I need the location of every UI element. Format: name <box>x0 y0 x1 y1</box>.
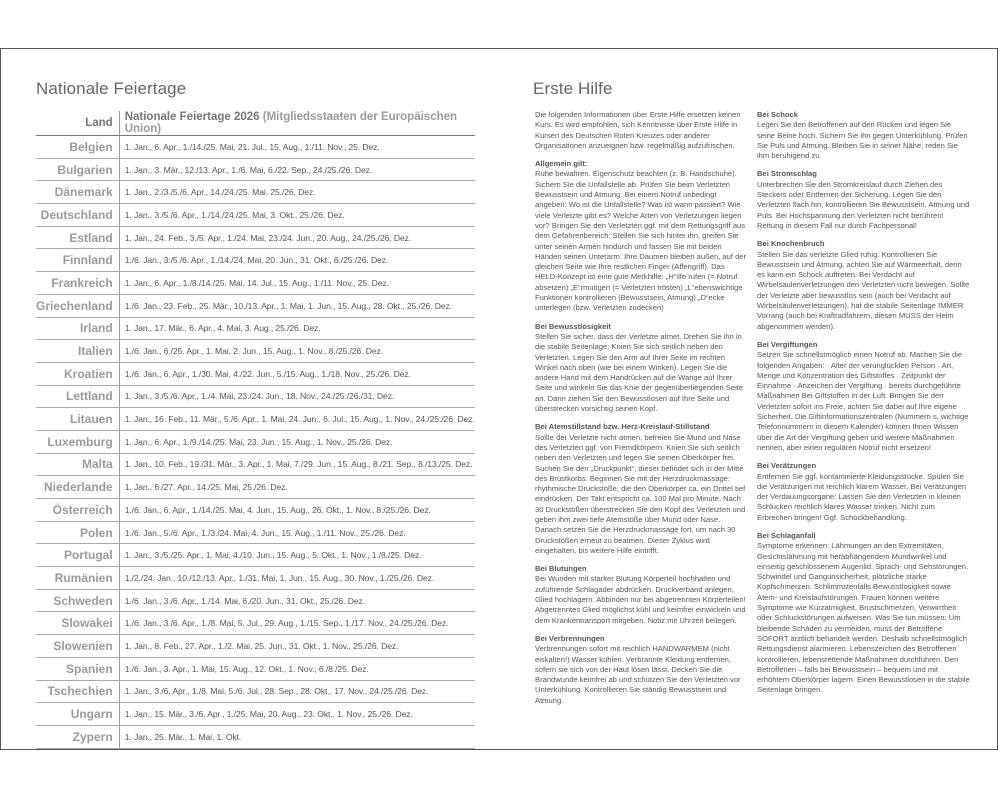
table-row <box>36 680 475 703</box>
country-cell: Slowakei <box>36 612 119 635</box>
section-title: Bei Schock <box>757 110 798 119</box>
section-text: Verbrennungen sofort mit reichlich HANDWARMEM (nicht eiskalten!) Wasser kühlen. Verbrannte Kleidung entfernen, sofern sie sich von der Haut lösen lässt. Decken Sie die Brandwunde keimfrei ab und schützen Sie den Verletzten vor Unterkühlung. Kontrollieren Sie ständig Bewusstsein und Atmung. <box>535 644 741 705</box>
section-title: Bei Verbrennungen <box>535 633 605 643</box>
section-text: Unterbrechen Sie den Stromkreislauf durch Ziehen des Steckers oder Entfernen der Sicherung. Legen Sie den Verletzten flach hin, kontrollieren Sie Bewusstsein, Atmung und Puls. Bei Hochspannung den Verletzten nicht berühren! Rettung in diesem Fall nur durch Fachpersonal! <box>757 179 970 230</box>
first-aid-section <box>757 169 970 231</box>
holiday-dates-cell: 1. Jan., 3. Mär., 12./13. Apr., 1./6. Mai, 6./22. Sep., 24./25./26. Dez. <box>119 158 475 181</box>
country-cell: Malta <box>36 453 119 476</box>
country-cell: Belgien <box>36 136 119 159</box>
first-aid-section <box>757 340 970 453</box>
first-aid-section <box>757 239 970 332</box>
country-cell: Griechenland <box>36 294 119 317</box>
holiday-dates-cell: 1./6. Jan., 5./6. Apr., 1./3./24. Mai, 4. Jun., 15. Aug., 1./11. Nov., 25./26. Dez. <box>119 521 475 544</box>
table-row <box>36 158 475 181</box>
country-cell: Tschechien <box>36 680 119 703</box>
header-title-main: Nationale Feiertage 2026 <box>124 111 260 123</box>
holiday-dates-cell: 1./6. Jan., 6. Apr., 1./30. Mai, 4./22. Jun., 5./15. Aug., 1./18. Nov., 25./26. Dez. <box>119 362 475 385</box>
section-text: Symptome erkennen: Lähmungen an den Extremitäten, Gesichtslähmung mit herabhängendem Mundwinkel und einseitig geschlossenem Augenlid, Sprach- und Sehstörungen, Schwindel und Gangunsicherheit, plötzliche starke Kopfschmerzen. Schlimmstenfalls Bewusstlosigkeit sowie Atem- und Kreislaufstörungen. Frauen können weitere Symptome wie Kurzatmigkeit, Brustschmerzen, Verwirrtheit oder Schluckstörungen aufweisen. Was Sie tun müssen: Um bleibende Schäden zu vermeiden, muss der Betroffene SOFORT ärztlich behandelt werden. Deshalb schnellstmöglich Rettungsdienst alarmieren. Lebenszeichen des Betroffenen kontrollieren, lebensrettende Maßnahmen durchführen. Den Betroffenen – falls bei Bewusstsein – bequem und mit erhöhtem Oberkörper lagern. Einen Bewusstlosen in die stabile Seitenlage bringen. <box>757 541 970 695</box>
holiday-dates-cell: 1./6. Jan., 3./6. Apr., 1./14. Mai, 6./20. Jun., 31. Okt., 25./26. Dez. <box>119 589 475 612</box>
header-title-sub: (Mitgliedsstaaten der Europäischen Union) <box>124 111 458 135</box>
table-row <box>36 657 475 680</box>
table-row <box>36 385 475 408</box>
table-row <box>36 521 475 544</box>
holiday-dates-cell: 1. Jan., 6. Apr., 1./9./14./25. Mai, 23. Jun., 15. Aug., 1. Nov., 25./26. Dez. <box>119 430 475 453</box>
holiday-dates-cell: 1. Jan., 10. Feb., 19./31. Mär., 3. Apr., 1. Mai, 7./29. Jun., 15. Aug., 8./21. Sep., 8./13./25. Dez. <box>119 453 475 476</box>
holiday-dates-cell: 1./6. Jan., 23. Feb., 25. Mär., 10./13. Apr., 1. Mai, 1. Jun., 15. Aug., 28. Okt., 25./26. Dez. <box>119 294 475 317</box>
holiday-dates-cell: 1. Jan., 16. Feb., 11. Mär., 5./6. Apr., 1. Mai, 24. Jun., 6. Jul., 15. Aug., 1. Nov., 24./25./26. Dez. <box>119 408 475 431</box>
country-cell: Deutschland <box>36 204 119 227</box>
table-row <box>36 499 475 522</box>
holiday-dates-cell: 1. Jan., 8. Feb., 27. Apr., 1./2. Mai, 25. Jun., 31. Okt., 1. Nov., 25./26. Dez. <box>119 635 475 658</box>
holiday-dates-cell: 1./6. Jan., 6./25. Apr., 1. Mai, 2. Jun., 15. Aug., 1. Nov., 8./25./26. Dez. <box>119 340 475 363</box>
section-text: Entfernen Sie ggf. kontaminierte Kleidungsstücke. Spülen Sie die Verätzungen mit reichlich klarem Wasser. Bei Verätzungen der Verdauungsorgane: Lassen Sie den Verletzten in kleinen Schlucken reichlich klares Wasser trinken. Nicht zum Erbrechen bringen! Ggf. Schockbehandlung. <box>757 471 967 522</box>
holiday-dates-cell: 1./6. Jan., 3./5./6. Apr., 1./14./24. Mai, 20. Jun., 31. Okt., 6./25./26. Dez. <box>119 249 475 272</box>
first-aid-section <box>535 110 748 151</box>
holiday-dates-cell: 1./6. Jan., 3. Apr., 1. Mai, 15. Aug., 12. Okt., 1. Nov., 6./8./25. Dez. <box>119 657 475 680</box>
country-cell: Österreich <box>36 499 119 522</box>
first-aid-section <box>535 422 748 556</box>
section-text: Bei Wunden mit starker Blutung Körperteil hochhalten und zuführende Schlagader abdrücken. Druckverband anlegen, Glied hochlagern. Abbinden nur bei abgetrennten Körperteilen! Abgetrenntes Glied möglichst kühl und keimfrei einwickeln und dem Krankentransport mitgeben. Notiz mit Uhrzeit beilegen. <box>535 574 746 625</box>
holiday-dates-cell: 1. Jan., 15. Mär., 3./6. Apr., 1./25. Mai, 20. Aug., 23. Okt., 1. Nov., 25./26. Dez. <box>119 703 475 726</box>
holiday-dates-cell: 1. Jan., 17. Mär., 6. Apr., 4. Mai, 3. Aug., 25./26. Dez. <box>119 317 475 340</box>
holidays-title: Nationale Feiertage <box>36 79 187 98</box>
section-text: Setzen Sie schnellstmöglich einen Notruf ab. Machen Sie die folgenden Angaben: · Alter der verunglückten Person · Art, Menge und Konzentration des Giftstoffes · Zeitpunkt der Einnahme · Anzeichen der Vergiftung · bereits durchgeführte Maßnahmen Bei Giftstoffen in der Luft: Bringen Sie den Verletzten sofort ins Freie, achten Sie dabei auf Ihre eigene Sicherheit. Die Giftinformationszentralen (Nummern s. wichtige Telefonnummern in diesem Kalender) können Ihnen Wissen über die Art der Vergiftung geben und weitere Maßnahmen nennen, aber einen regulären Notruf nicht ersetzen! <box>757 350 969 452</box>
first-aid-title: Erste Hilfe <box>533 79 613 98</box>
table-row <box>36 612 475 635</box>
first-aid-section <box>535 322 748 415</box>
section-text: Legen Sie den Betroffenen auf den Rücken und legen Sie seine Beine hoch. Sichern Sie ihn gegen Unterkühlung. Prüfen Sie Puls und Atmung. Bleiben Sie in seiner Nähe, reden Sie ihm beruhigend zu. <box>757 120 968 161</box>
holiday-dates-cell: 1. Jan., 24. Feb., 3./5. Apr., 1./24. Mai, 23./24. Jun., 20. Aug., 24./25./26. Dez. <box>119 226 475 249</box>
holiday-dates-cell: 1. Jan., 2./3./5./6. Apr., 14./24./25. Mai, 25./26. Dez. <box>119 181 475 204</box>
section-text: Ruhe bewahren. Eigenschutz beachten (z. B. Handschuhe). Sichern Sie die Unfallstelle ab. Prüfen Sie beim Verletzten Bewusstsein und Atmung. Bei einem Notruf unbedingt angeben: Wo ist die Unfallstelle? Was ist wann passiert? Wie viele Verletzte gibt es? Welche Arten von Verletzungen liegen vor? Bringen Sie den Verletzten ggf. mit dem Rettungsgriff aus dem Gefahrenbereich: Stellen Sie sich hinter ihn, greifen Sie unter seinen Armen hindurch und fassen Sie mit beiden Händen seinen Unterarm. Ihre Daumen bleiben außen, auf der gleichen Seite wie Ihre restlichen Finger (Affengriff). Das HELD-Konzept ist eine gute Merkhilfe: „H“ilfe rufen (= Notruf absetzen) „E“rmutigen (= Verletzten trösten) „L“ebenswichtige Funktionen kontrollieren (Bewusstsein, Atmung) „D“ecke unterlegen (bzw. Verletzten zudecken) <box>535 169 747 313</box>
country-cell: Bulgarien <box>36 158 119 181</box>
first-aid-section <box>535 634 748 706</box>
table-row <box>36 408 475 431</box>
country-cell: Zypern <box>36 725 119 748</box>
holiday-dates-cell: 1. Jan., 25. Mär., 1. Mai, 1. Okt. <box>119 725 475 748</box>
country-cell: Lettland <box>36 385 119 408</box>
table-row <box>36 430 475 453</box>
country-cell: Finnland <box>36 249 119 272</box>
country-cell: Luxemburg <box>36 430 119 453</box>
holiday-dates-cell: 1. Jan., 6./27. Apr., 14./25. Mai, 25./26. Dez. <box>119 476 475 499</box>
table-row <box>36 204 475 227</box>
first-aid-column-1 <box>535 110 748 714</box>
country-cell: Spanien <box>36 657 119 680</box>
country-cell: Dänemark <box>36 181 119 204</box>
country-cell: Frankreich <box>36 272 119 295</box>
table-row <box>36 476 475 499</box>
table-row <box>36 226 475 249</box>
country-cell: Niederlande <box>36 476 119 499</box>
holiday-dates-cell: 1. Jan., 3./6. Apr., 1./8. Mai, 5./6. Jul., 28. Sep., 28. Okt., 17. Nov., 24./25./26. Dez. <box>119 680 475 703</box>
section-title: Bei Knochenbruch <box>757 239 825 249</box>
holiday-dates-cell: 1. Jan., 3./5./25. Apr., 1. Mai, 4./10. Jun., 15. Aug., 5. Okt., 1. Nov., 1./8./25. Dez. <box>119 544 475 567</box>
first-aid-section <box>757 110 970 161</box>
country-cell: Ungarn <box>36 703 119 726</box>
country-cell: Slowenien <box>36 635 119 658</box>
section-title: Bei Vergiftungen <box>757 339 818 349</box>
header-country: Land <box>36 111 119 136</box>
table-row <box>36 589 475 612</box>
table-row <box>36 703 475 726</box>
table-row <box>36 725 475 748</box>
country-cell: Litauen <box>36 408 119 431</box>
table-row <box>36 317 475 340</box>
country-cell: Estland <box>36 226 119 249</box>
country-cell: Rumänien <box>36 567 119 590</box>
section-text: Die folgenden Informationen über Erste Hilfe ersetzen keinen Kurs. Es wird empfohlen, sich Kenntnisse über Erste Hilfe in Kursen des Deutschen Roten Kreuzes oder anderer Organisationen anzueignen bzw. regelmäßig aufzufrischen. <box>535 110 741 150</box>
first-aid-section <box>535 564 748 626</box>
table-header <box>36 111 475 136</box>
holidays-table-body <box>36 136 475 749</box>
section-text: Stellen Sie das verletzte Glied ruhig. Kontrollieren Sie Bewusstsein und Atmung, achten Sie auf Wärmeerhalt, denn es kann ein Schock auftreten. Bei Verdacht auf Wirbelsäulenverletzungen den Verletzten nicht bewegen. Sollte der Verletzte aber bewusstlos sein (auch bei Verdacht auf Wirbelsäulenverletzungen), hat die stabile Seitenlage IMMER Vorrang (auch bei Kraftradfahrern, diesen MUSS der Helm abgenommen werden). <box>757 249 970 331</box>
holiday-dates-cell: 1. Jan., 3./5./6. Apr., 1./14./24./25. Mai, 3. Okt., 25./26. Dez. <box>119 204 475 227</box>
country-cell: Irland <box>36 317 119 340</box>
holiday-dates-cell: 1. Jan., 6. Apr., 1./8./14./25. Mai, 14. Jul., 15. Aug., 1./11. Nov., 25. Dez. <box>119 272 475 295</box>
first-aid-column-2 <box>757 110 970 704</box>
first-aid-section <box>757 461 970 523</box>
country-cell: Portugal <box>36 544 119 567</box>
country-cell: Schweden <box>36 589 119 612</box>
table-row <box>36 181 475 204</box>
section-title: Bei Verätzungen <box>757 461 817 471</box>
country-cell: Polen <box>36 521 119 544</box>
country-cell: Kroatien <box>36 362 119 385</box>
table-row <box>36 567 475 590</box>
header-title <box>119 111 475 136</box>
table-row <box>36 544 475 567</box>
first-aid-section <box>757 531 970 696</box>
country-cell: Italien <box>36 340 119 363</box>
table-row <box>36 136 475 159</box>
table-row <box>36 340 475 363</box>
first-aid-section <box>535 159 748 313</box>
section-text: Sollte der Verletzte nicht atmen, befreien Sie Mund und Nase des Verletzten ggf. von Fremdkörpern. Knien Sie sich seitlich neben den Verletzten und legen Sie seinen Oberkörper frei. Suchen Sie den „Druckpunkt“, dieser befindet sich in der Mitte des Brustkorbs. Beginnen Sie mit der Herzdruckmassage: rhythmische Druckstöße, die den Oberkörper ca. ein Drittel tief eindrücken. Der Takt entspricht ca. 100 Mal pro Minute. Nach 30 Druckstößen überstrecken Sie den Kopf des Verletzten und geben ihm zwei tiefe Atemstöße über Mund oder Nase. Danach setzen Sie die Herzdruckmassage fort, um nach 30 Druckstößen erneut zu beatmen. Dieser Zyklus wird eingehalten, bis weitere Hilfe eintrifft. <box>535 432 746 555</box>
table-row <box>36 362 475 385</box>
table-row <box>36 453 475 476</box>
section-title: Bei Blutungen <box>535 564 587 574</box>
section-text: Stellen Sie sicher, dass der Verletzte atmet. Drehen Sie ihn in die stabile Seitenlage: Knien Sie sich seitlich neben den Verletzten. Legen Sie den Arm auf Ihrer Seite im rechten Winkel nach oben (wie bei einem Winken). Legen Sie die andere Hand mit dem Handrücken auf die Wange auf Ihrer Seite und winkeln Sie das Knie der gegenüberliegenden Seite an. Dann ziehen Sie den Bewusstlosen auf Ihre Seite und überstrecken vorsichtig seinen Kopf. <box>535 331 744 414</box>
section-title: Allgemein gilt: <box>535 159 588 169</box>
section-title: Bei Schlaganfall <box>757 530 816 540</box>
table-row <box>36 294 475 317</box>
holidays-table <box>36 111 475 749</box>
holiday-dates-cell: 1./6. Jan., 3./6. Apr., 1./8. Mai, 5. Jul., 29. Aug., 1./15. Sep., 1./17. Nov., 24./25./26. Dez. <box>119 612 475 635</box>
table-row <box>36 635 475 658</box>
holiday-dates-cell: 1./2./24. Jan., 10./12./13. Apr., 1./31. Mai, 1. Jun., 15. Aug., 30. Nov., 1./25./26. Dez. <box>119 567 475 590</box>
table-row <box>36 272 475 295</box>
table-row <box>36 249 475 272</box>
holiday-dates-cell: 1. Jan., 3./5./6. Apr., 1./4. Mai, 23./24. Jun., 18. Nov., 24./25./26./31. Dez. <box>119 385 475 408</box>
section-title: Bei Stromschlag <box>757 169 817 179</box>
section-title: Bei Atemstillstand bzw. Herz-Kreislauf-Stillstand <box>535 422 710 432</box>
holiday-dates-cell: 1. Jan., 6. Apr., 1./14./25. Mai, 21. Jul., 15. Aug., 1./11. Nov., 25. Dez. <box>119 136 475 159</box>
section-title: Bei Bewusstlosigkeit <box>535 321 611 331</box>
holiday-dates-cell: 1./6. Jan., 6. Apr., 1./14./25. Mai, 4. Jun., 15. Aug., 26. Okt., 1. Nov., 8./25./26. Dez. <box>119 499 475 522</box>
